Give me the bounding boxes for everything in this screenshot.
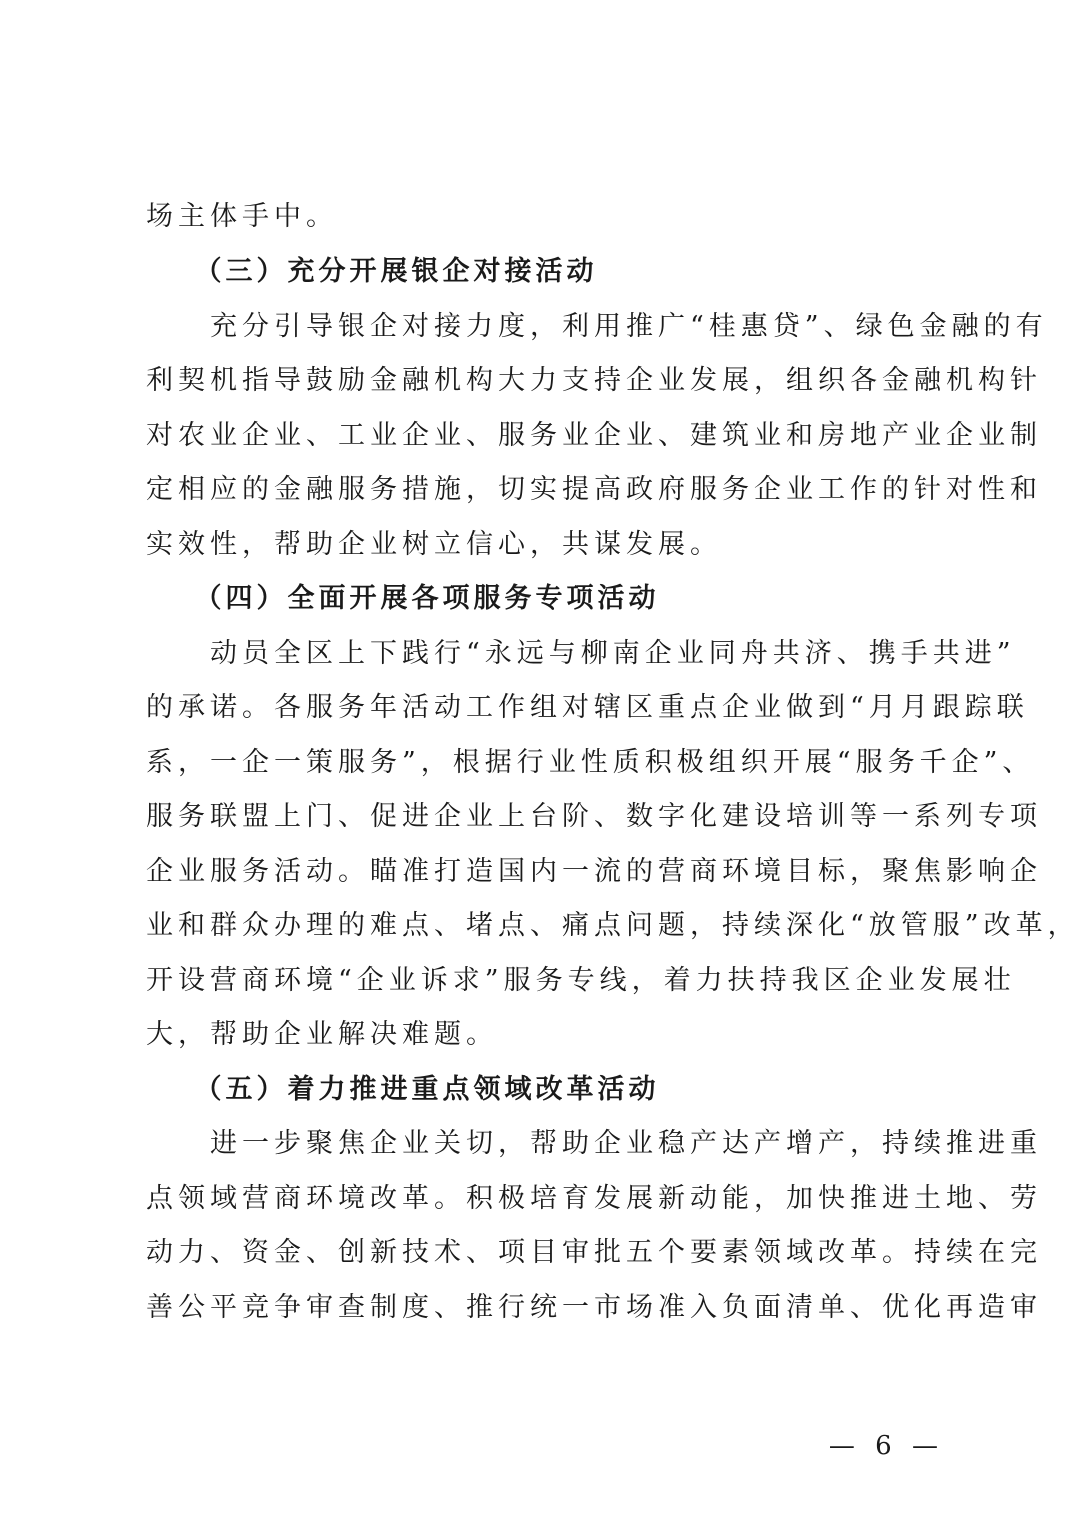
text-line: 点领域营商环境改革。积极培育发展新动能，加快推进土地、劳 [146,1183,1042,1214]
text-line: 利契机指导鼓励金融机构大力支持企业发展，组织各金融机构针 [146,365,1042,396]
text-line: 系，一企一策服务”，根据行业性质积极组织开展“服务千企”、 [146,747,1035,778]
section-heading: （五）着力推进重点领域改革活动 [146,1074,660,1105]
text-line: 场主体手中。 [146,201,338,232]
text-line: 的承诺。各服务年活动工作组对辖区重点企业做到“月月跟踪联 [146,692,1029,723]
text-line: 对农业企业、工业企业、服务业企业、建筑业和房地产业企业制 [146,420,1042,451]
text-line: 善公平竞争审查制度、推行统一市场准入负面清单、优化再造审 [146,1292,1042,1323]
page-number: — 6 — [828,1431,944,1461]
text-line: 实效性，帮助企业树立信心，共谋发展。 [146,529,722,560]
text-line: 大，帮助企业解决难题。 [146,1019,498,1050]
section-heading: （三）充分开展银企对接活动 [146,256,598,287]
text-line: 服务联盟上门、促进企业上台阶、数字化建设培训等一系列专项 [146,801,1042,832]
text-line: 企业服务活动。瞄准打造国内一流的营商环境目标，聚焦影响企 [146,856,1042,887]
text-line: 业和群众办理的难点、堵点、痛点问题，持续深化“放管服”改革， [146,910,1080,941]
text-line: 进一步聚焦企业关切，帮助企业稳产达产增产，持续推进重 [146,1128,1042,1159]
text-line: 动力、资金、创新技术、项目审批五个要素领域改革。持续在完 [146,1237,1042,1268]
text-line: 充分引导银企对接力度，利用推广“桂惠贷”、绿色金融的有 [146,311,1048,342]
text-line: 定相应的金融服务措施，切实提高政府服务企业工作的针对性和 [146,474,1042,505]
section-heading: （四）全面开展各项服务专项活动 [146,583,660,614]
text-line: 动员全区上下践行“永远与柳南企业同舟共济、携手共进” [146,638,1016,669]
text-line: 开设营商环境“企业诉求”服务专线，着力扶持我区企业发展壮 [146,965,1016,996]
